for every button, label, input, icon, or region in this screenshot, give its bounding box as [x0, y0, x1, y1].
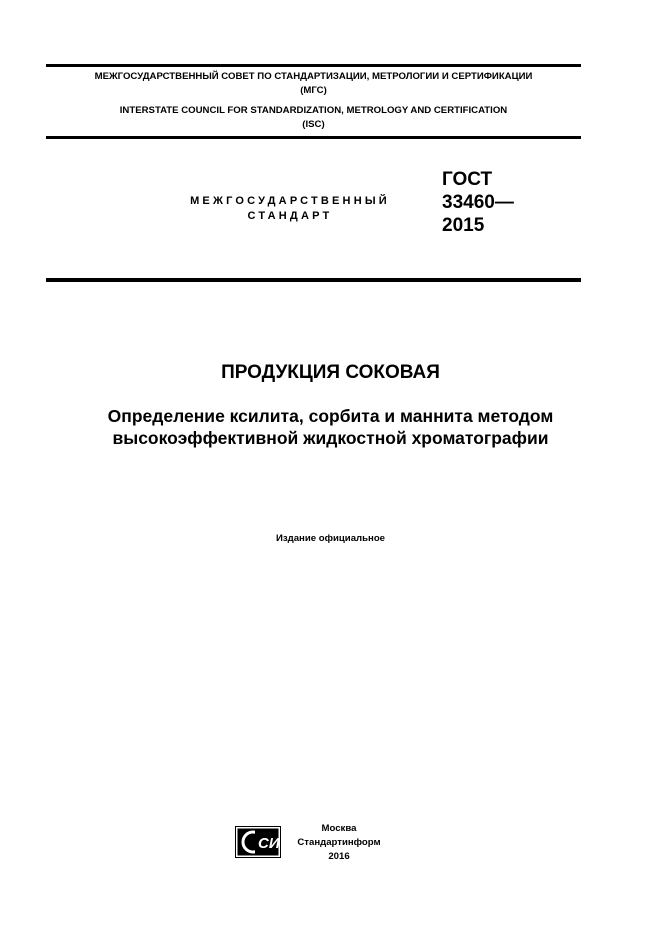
council-en-line2: (ISC): [302, 119, 325, 130]
document-subtitle: [0, 405, 661, 449]
top-rule: [46, 64, 581, 67]
publisher-info: [284, 822, 394, 864]
standard-type-label: [150, 194, 430, 224]
edition-label: Издание официальное: [275, 533, 386, 544]
publisher-city: Москва: [321, 823, 357, 834]
council-en-line1: INTERSTATE COUNCIL FOR STANDARDIZATION, METROLOGY AND CERTIFICATION: [119, 105, 508, 116]
gost-designation: [442, 168, 514, 237]
gost-line1: ГОСТ: [442, 169, 493, 190]
gost-line3: 2015: [442, 215, 485, 236]
standard-type-line2: СТАНДАРТ: [247, 210, 333, 222]
publisher-year: 2016: [328, 851, 350, 862]
standartinform-logo-icon: [235, 826, 281, 858]
header-divider: [46, 136, 581, 139]
standard-type-line1: МЕЖГОСУДАРСТВЕННЫЙ: [190, 195, 390, 207]
standard-divider: [46, 278, 581, 282]
council-header: [46, 70, 581, 132]
gost-line2: 33460—: [442, 192, 514, 213]
council-ru-line2: (МГС): [300, 85, 327, 96]
publisher-name: Стандартинформ: [297, 837, 381, 848]
subtitle-line2: высокоэффективной жидкостной хроматографии: [112, 428, 549, 448]
logo-text: СИ: [258, 835, 280, 852]
document-title: ПРОДУКЦИЯ СОКОВАЯ: [221, 362, 440, 383]
council-ru-line1: МЕЖГОСУДАРСТВЕННЫЙ СОВЕТ ПО СТАНДАРТИЗАЦИИ, МЕТРОЛОГИИ И СЕРТИФИКАЦИИ: [94, 71, 533, 82]
subtitle-line1: Определение ксилита, сорбита и маннита методом: [107, 406, 554, 426]
